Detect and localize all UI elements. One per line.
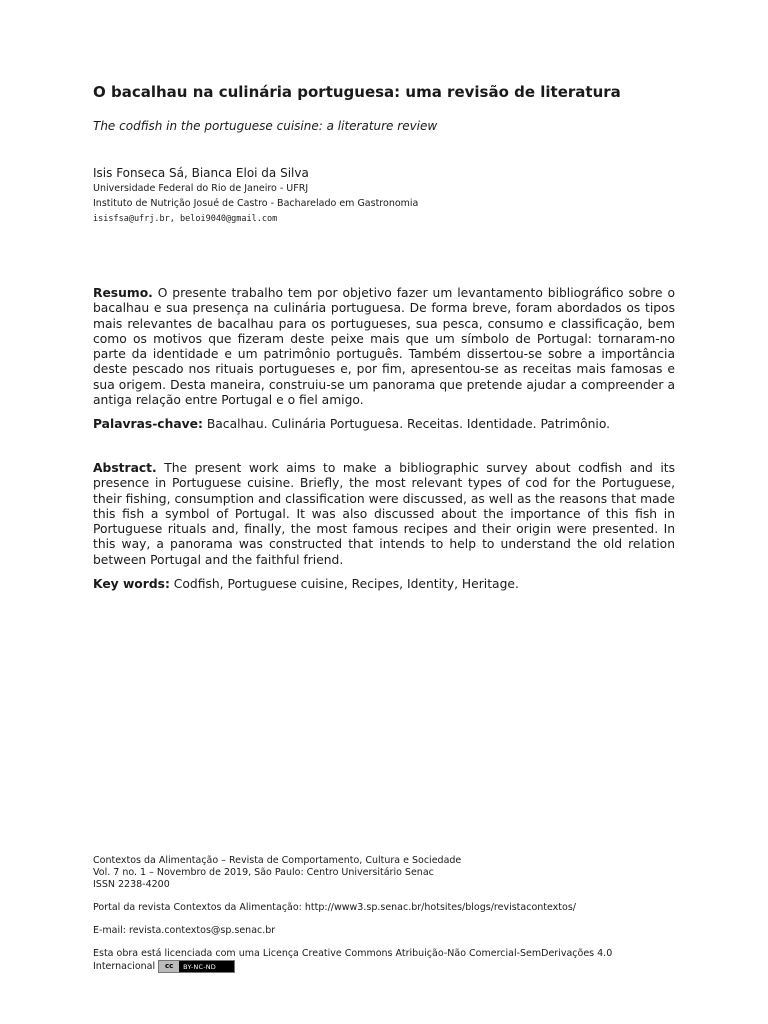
license-line-1: Esta obra está licenciada com uma Licença Creative Commons Atribuição-Não Comercial-SemDerivações 4.0 xyxy=(93,948,613,959)
palavras-chave-text: Bacalhau. Culinária Portuguesa. Receitas. Identidade. Patrimônio. xyxy=(202,417,611,431)
abstract-label: Abstract. xyxy=(93,461,157,475)
abstract-text: The present work aims to make a bibliographic survey about codfish and its presence in Portuguese cuisine. Briefly, the most relevant types of cod for the Portuguese, their fishing, consumption and classification were discussed, as well as the reasons that made this fish a symbol of Portugal. It was also discussed about the importance of this fish in Portuguese rituals and, finally, the most famous recipes and their origin were presented. In this way, a panorama was constructed that intends to help to understand the old relation between Portugal and the faithful friend. xyxy=(93,461,675,567)
affiliation-institute: Instituto de Nutrição Josué de Castro - Bacharelado em Gastronomia xyxy=(93,198,419,209)
license-notice xyxy=(93,948,693,973)
key-words-label: Key words: xyxy=(93,577,170,591)
palavras-chave-label: Palavras-chave: xyxy=(93,417,203,431)
article-subtitle: The codfish in the portuguese cuisine: a literature review xyxy=(93,119,438,133)
cc-license-type: BY-NC-ND xyxy=(183,962,217,971)
journal-volume: Vol. 7 no. 1 – Novembro de 2019, São Paulo: Centro Universitário Senac xyxy=(93,867,434,878)
journal-info xyxy=(93,855,693,891)
resumo-text: O presente trabalho tem por objetivo fazer um levantamento bibliográfico sobre o bacalhau e sua presença na culinária portuguesa. De forma breve, foram abordados os tipos mais relevantes de bacalhau para os portugueses, sua pesca, consumo e classificação, bem como os motivos que fizeram deste peixe mais que um símbolo de Portugal: tornaram-no parte da identidade e um patrimônio português. Também dissertou-se sobre a importância deste pescado nos rituais portugueses e, por fim, apresentou-se as receitas mais famosas e sua origem. Desta maneira, construiu-se um panorama que pretende ajudar a compreender a antiga relação entre Portugal e o fiel amigo. xyxy=(93,286,675,408)
creative-commons-badge-icon[interactable] xyxy=(158,960,235,973)
palavras-chave-paragraph xyxy=(93,417,675,432)
resumo-paragraph xyxy=(93,286,675,408)
license-line-2-wrapper xyxy=(93,960,693,973)
journal-portal[interactable]: Portal da revista Contextos da Alimentação: http://www3.sp.senac.br/hotsites/blogs/revistacontextos/ xyxy=(93,902,576,913)
resumo-label: Resumo. xyxy=(93,286,153,300)
journal-email[interactable]: E-mail: revista.contextos@sp.senac.br xyxy=(93,925,276,936)
key-words-text: Codfish, Portuguese cuisine, Recipes, Identity, Heritage. xyxy=(169,577,519,591)
affiliation-university: Universidade Federal do Rio de Janeiro - UFRJ xyxy=(93,183,309,194)
license-line-2: Internacional xyxy=(93,961,156,972)
authors: Isis Fonseca Sá, Bianca Eloi da Silva xyxy=(93,166,309,180)
journal-issn: ISSN 2238-4200 xyxy=(93,879,170,890)
article-title: O bacalhau na culinária portuguesa: uma revisão de literatura xyxy=(93,83,621,101)
abstract-paragraph xyxy=(93,461,675,568)
cc-logo-icon: cc xyxy=(159,961,179,972)
author-emails: isisfsa@ufrj.br, beloi9040@gmail.com xyxy=(93,214,278,224)
key-words-paragraph xyxy=(93,577,675,592)
journal-name: Contextos da Alimentação – Revista de Comportamento, Cultura e Sociedade xyxy=(93,855,462,866)
